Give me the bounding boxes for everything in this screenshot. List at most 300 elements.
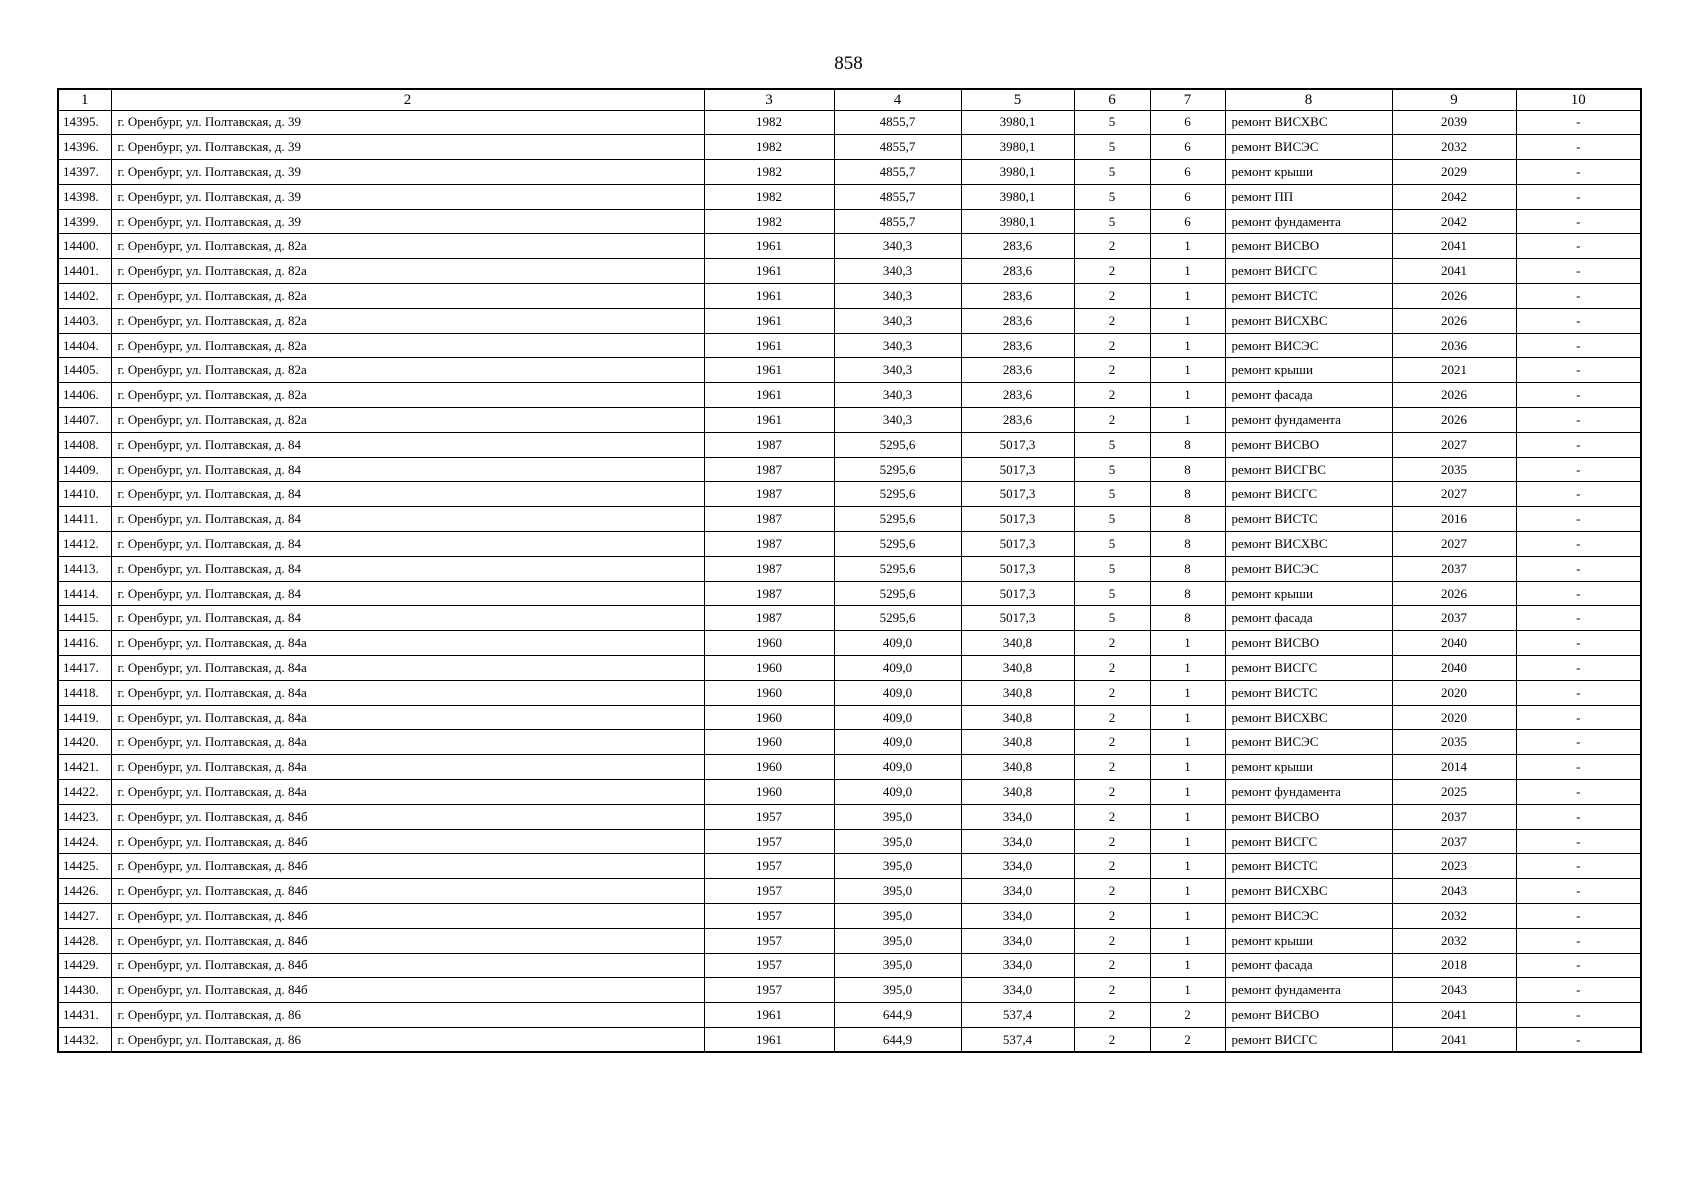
table-row [58,953,1641,978]
cell-col-9: 2035 [1392,730,1516,755]
cell-col-5: 283,6 [961,383,1074,408]
cell-year: 1987 [704,432,834,457]
cell-address: г. Оренбург, ул. Полтавская, д. 84а [111,780,704,805]
cell-col-10: - [1516,308,1641,333]
cell-col-6: 2 [1074,1003,1150,1028]
cell-col-5: 334,0 [961,829,1074,854]
cell-work-type: ремонт ВИСТС [1225,284,1392,309]
cell-work-type: ремонт ВИСХВС [1225,879,1392,904]
cell-col-7: 1 [1150,780,1225,805]
cell-work-type: ремонт крыши [1225,755,1392,780]
cell-year: 1960 [704,730,834,755]
cell-col-5: 283,6 [961,408,1074,433]
cell-col-4: 5295,6 [834,532,961,557]
cell-year: 1960 [704,705,834,730]
cell-row-number: 14419. [58,705,111,730]
cell-work-type: ремонт ВИСЭС [1225,135,1392,160]
cell-year: 1961 [704,284,834,309]
cell-work-type: ремонт фасада [1225,383,1392,408]
cell-row-number: 14400. [58,234,111,259]
cell-col-5: 537,4 [961,1027,1074,1052]
cell-address: г. Оренбург, ул. Полтавская, д. 84 [111,556,704,581]
cell-row-number: 14413. [58,556,111,581]
cell-col-10: - [1516,755,1641,780]
cell-col-10: - [1516,532,1641,557]
table-row [58,308,1641,333]
cell-work-type: ремонт ВИСГС [1225,1027,1392,1052]
cell-col-6: 2 [1074,656,1150,681]
header-row [58,89,1641,110]
cell-col-7: 1 [1150,308,1225,333]
cell-row-number: 14428. [58,928,111,953]
cell-year: 1987 [704,532,834,557]
cell-col-4: 5295,6 [834,507,961,532]
cell-col-5: 5017,3 [961,432,1074,457]
cell-col-7: 8 [1150,581,1225,606]
cell-col-4: 340,3 [834,383,961,408]
cell-year: 1987 [704,556,834,581]
cell-col-4: 340,3 [834,259,961,284]
cell-col-5: 283,6 [961,308,1074,333]
cell-col-9: 2020 [1392,680,1516,705]
cell-year: 1961 [704,333,834,358]
cell-year: 1960 [704,680,834,705]
cell-col-10: - [1516,581,1641,606]
cell-col-9: 2032 [1392,904,1516,929]
table-row [58,804,1641,829]
cell-address: г. Оренбург, ул. Полтавская, д. 84б [111,978,704,1003]
cell-col-6: 5 [1074,556,1150,581]
cell-work-type: ремонт крыши [1225,160,1392,185]
cell-row-number: 14405. [58,358,111,383]
cell-col-5: 5017,3 [961,606,1074,631]
cell-row-number: 14412. [58,532,111,557]
cell-address: г. Оренбург, ул. Полтавская, д. 84б [111,953,704,978]
cell-col-7: 1 [1150,953,1225,978]
cell-row-number: 14429. [58,953,111,978]
cell-col-7: 6 [1150,209,1225,234]
cell-row-number: 14421. [58,755,111,780]
cell-col-9: 2039 [1392,110,1516,135]
cell-work-type: ремонт ВИСТС [1225,680,1392,705]
cell-address: г. Оренбург, ул. Полтавская, д. 86 [111,1027,704,1052]
cell-col-6: 2 [1074,333,1150,358]
cell-col-5: 340,8 [961,631,1074,656]
cell-work-type: ремонт ВИСГВС [1225,457,1392,482]
cell-year: 1957 [704,854,834,879]
cell-col-5: 5017,3 [961,457,1074,482]
cell-work-type: ремонт крыши [1225,358,1392,383]
cell-col-6: 5 [1074,432,1150,457]
table-row [58,234,1641,259]
cell-work-type: ремонт ВИСВО [1225,432,1392,457]
cell-col-7: 6 [1150,160,1225,185]
cell-work-type: ремонт ВИСЭС [1225,333,1392,358]
cell-col-9: 2041 [1392,1003,1516,1028]
table-row [58,928,1641,953]
cell-address: г. Оренбург, ул. Полтавская, д. 84б [111,904,704,929]
cell-row-number: 14423. [58,804,111,829]
cell-col-4: 5295,6 [834,556,961,581]
cell-col-10: - [1516,457,1641,482]
cell-col-10: - [1516,184,1641,209]
cell-col-5: 334,0 [961,804,1074,829]
cell-col-6: 2 [1074,879,1150,904]
cell-col-5: 340,8 [961,680,1074,705]
cell-year: 1961 [704,308,834,333]
cell-row-number: 14411. [58,507,111,532]
cell-year: 1961 [704,1027,834,1052]
cell-address: г. Оренбург, ул. Полтавская, д. 86 [111,1003,704,1028]
cell-row-number: 14417. [58,656,111,681]
cell-address: г. Оренбург, ул. Полтавская, д. 82а [111,358,704,383]
cell-row-number: 14418. [58,680,111,705]
cell-col-5: 283,6 [961,333,1074,358]
table-row [58,383,1641,408]
column-header: 3 [704,89,834,110]
cell-col-4: 644,9 [834,1027,961,1052]
cell-year: 1957 [704,928,834,953]
table-row [58,656,1641,681]
cell-col-6: 2 [1074,829,1150,854]
cell-col-9: 2037 [1392,556,1516,581]
cell-col-7: 1 [1150,928,1225,953]
table-row [58,532,1641,557]
cell-row-number: 14401. [58,259,111,284]
cell-col-4: 395,0 [834,928,961,953]
cell-col-9: 2023 [1392,854,1516,879]
column-header: 9 [1392,89,1516,110]
cell-col-5: 334,0 [961,904,1074,929]
cell-col-5: 283,6 [961,284,1074,309]
cell-col-9: 2032 [1392,135,1516,160]
cell-col-7: 6 [1150,135,1225,160]
cell-col-5: 3980,1 [961,184,1074,209]
cell-col-10: - [1516,606,1641,631]
cell-col-4: 340,3 [834,308,961,333]
cell-year: 1987 [704,507,834,532]
cell-year: 1961 [704,358,834,383]
cell-col-6: 2 [1074,904,1150,929]
cell-col-10: - [1516,234,1641,259]
cell-col-6: 2 [1074,1027,1150,1052]
cell-col-4: 4855,7 [834,209,961,234]
cell-col-10: - [1516,209,1641,234]
cell-col-5: 340,8 [961,705,1074,730]
cell-address: г. Оренбург, ул. Полтавская, д. 84 [111,482,704,507]
cell-col-10: - [1516,259,1641,284]
cell-row-number: 14426. [58,879,111,904]
cell-col-9: 2027 [1392,482,1516,507]
cell-work-type: ремонт ПП [1225,184,1392,209]
cell-col-6: 2 [1074,631,1150,656]
table-row [58,408,1641,433]
cell-row-number: 14431. [58,1003,111,1028]
table-row [58,507,1641,532]
cell-col-6: 5 [1074,581,1150,606]
cell-year: 1961 [704,259,834,284]
page-number: 858 [834,53,863,74]
cell-col-4: 340,3 [834,284,961,309]
cell-col-5: 334,0 [961,854,1074,879]
cell-work-type: ремонт фундамента [1225,780,1392,805]
cell-col-5: 334,0 [961,953,1074,978]
cell-col-10: - [1516,656,1641,681]
cell-col-10: - [1516,383,1641,408]
cell-col-7: 6 [1150,110,1225,135]
cell-col-10: - [1516,408,1641,433]
cell-col-5: 334,0 [961,879,1074,904]
cell-col-9: 2041 [1392,259,1516,284]
cell-col-4: 409,0 [834,730,961,755]
cell-col-6: 2 [1074,234,1150,259]
cell-row-number: 14425. [58,854,111,879]
cell-col-7: 1 [1150,408,1225,433]
cell-address: г. Оренбург, ул. Полтавская, д. 84 [111,606,704,631]
table-row [58,879,1641,904]
cell-address: г. Оренбург, ул. Полтавская, д. 82а [111,383,704,408]
cell-address: г. Оренбург, ул. Полтавская, д. 39 [111,160,704,185]
cell-col-4: 5295,6 [834,457,961,482]
cell-address: г. Оренбург, ул. Полтавская, д. 84 [111,457,704,482]
cell-col-9: 2018 [1392,953,1516,978]
cell-col-4: 395,0 [834,804,961,829]
cell-work-type: ремонт крыши [1225,581,1392,606]
cell-row-number: 14406. [58,383,111,408]
cell-col-6: 5 [1074,507,1150,532]
cell-year: 1957 [704,879,834,904]
cell-col-4: 409,0 [834,680,961,705]
cell-address: г. Оренбург, ул. Полтавская, д. 84а [111,656,704,681]
table-row [58,110,1641,135]
cell-col-6: 2 [1074,358,1150,383]
table-row [58,854,1641,879]
cell-col-9: 2025 [1392,780,1516,805]
cell-col-9: 2016 [1392,507,1516,532]
cell-col-10: - [1516,978,1641,1003]
cell-col-4: 409,0 [834,705,961,730]
cell-row-number: 14402. [58,284,111,309]
cell-col-9: 2027 [1392,532,1516,557]
cell-address: г. Оренбург, ул. Полтавская, д. 82а [111,408,704,433]
cell-work-type: ремонт фасада [1225,606,1392,631]
cell-col-6: 2 [1074,854,1150,879]
cell-col-9: 2042 [1392,209,1516,234]
cell-col-9: 2037 [1392,606,1516,631]
cell-col-7: 1 [1150,383,1225,408]
cell-work-type: ремонт фундамента [1225,978,1392,1003]
column-header: 10 [1516,89,1641,110]
cell-year: 1987 [704,457,834,482]
cell-year: 1957 [704,829,834,854]
cell-col-6: 2 [1074,755,1150,780]
cell-col-4: 4855,7 [834,135,961,160]
table-row [58,284,1641,309]
cell-work-type: ремонт ВИСГС [1225,259,1392,284]
cell-col-6: 5 [1074,135,1150,160]
column-header: 8 [1225,89,1392,110]
column-header: 1 [58,89,111,110]
cell-col-7: 1 [1150,259,1225,284]
cell-row-number: 14397. [58,160,111,185]
cell-col-9: 2041 [1392,234,1516,259]
register-table [57,88,1642,1053]
table-row [58,631,1641,656]
cell-work-type: ремонт ВИСХВС [1225,308,1392,333]
cell-col-9: 2042 [1392,184,1516,209]
table-row [58,135,1641,160]
cell-col-7: 1 [1150,333,1225,358]
cell-work-type: ремонт ВИСТС [1225,507,1392,532]
cell-row-number: 14409. [58,457,111,482]
column-header: 6 [1074,89,1150,110]
cell-col-5: 283,6 [961,234,1074,259]
cell-address: г. Оренбург, ул. Полтавская, д. 82а [111,259,704,284]
cell-col-10: - [1516,631,1641,656]
cell-col-6: 5 [1074,482,1150,507]
cell-work-type: ремонт ВИСЭС [1225,730,1392,755]
cell-col-6: 2 [1074,978,1150,1003]
cell-year: 1961 [704,383,834,408]
cell-col-9: 2021 [1392,358,1516,383]
cell-work-type: ремонт ВИСТС [1225,854,1392,879]
cell-year: 1982 [704,135,834,160]
cell-work-type: ремонт крыши [1225,928,1392,953]
cell-col-7: 1 [1150,978,1225,1003]
cell-address: г. Оренбург, ул. Полтавская, д. 84а [111,705,704,730]
cell-col-5: 3980,1 [961,209,1074,234]
cell-work-type: ремонт фундамента [1225,209,1392,234]
cell-col-10: - [1516,953,1641,978]
cell-col-7: 1 [1150,631,1225,656]
cell-col-5: 537,4 [961,1003,1074,1028]
cell-year: 1987 [704,581,834,606]
cell-address: г. Оренбург, ул. Полтавская, д. 84 [111,432,704,457]
table-row [58,581,1641,606]
cell-col-10: - [1516,780,1641,805]
cell-col-6: 5 [1074,606,1150,631]
cell-col-4: 409,0 [834,755,961,780]
cell-address: г. Оренбург, ул. Полтавская, д. 84б [111,928,704,953]
cell-row-number: 14432. [58,1027,111,1052]
cell-col-10: - [1516,1027,1641,1052]
cell-col-6: 2 [1074,308,1150,333]
cell-col-6: 2 [1074,780,1150,805]
cell-col-7: 8 [1150,556,1225,581]
cell-col-7: 1 [1150,829,1225,854]
cell-year: 1960 [704,656,834,681]
cell-address: г. Оренбург, ул. Полтавская, д. 84 [111,507,704,532]
cell-col-5: 340,8 [961,730,1074,755]
cell-work-type: ремонт ВИСХВС [1225,532,1392,557]
cell-address: г. Оренбург, ул. Полтавская, д. 39 [111,135,704,160]
cell-row-number: 14410. [58,482,111,507]
column-header: 2 [111,89,704,110]
cell-col-10: - [1516,358,1641,383]
cell-row-number: 14398. [58,184,111,209]
cell-col-4: 395,0 [834,829,961,854]
cell-row-number: 14420. [58,730,111,755]
cell-row-number: 14399. [58,209,111,234]
table-row [58,730,1641,755]
table-row [58,556,1641,581]
cell-col-4: 340,3 [834,333,961,358]
cell-col-7: 1 [1150,904,1225,929]
cell-col-4: 395,0 [834,953,961,978]
cell-col-6: 2 [1074,730,1150,755]
table-row [58,978,1641,1003]
cell-work-type: ремонт ВИСХВС [1225,110,1392,135]
cell-address: г. Оренбург, ул. Полтавская, д. 84 [111,532,704,557]
cell-year: 1957 [704,904,834,929]
table-row [58,432,1641,457]
cell-col-10: - [1516,928,1641,953]
cell-col-10: - [1516,135,1641,160]
cell-year: 1982 [704,209,834,234]
cell-col-6: 2 [1074,408,1150,433]
cell-col-4: 5295,6 [834,482,961,507]
table-row [58,680,1641,705]
cell-col-7: 1 [1150,804,1225,829]
cell-address: г. Оренбург, ул. Полтавская, д. 84 [111,581,704,606]
cell-col-7: 8 [1150,507,1225,532]
cell-col-7: 1 [1150,284,1225,309]
cell-address: г. Оренбург, ул. Полтавская, д. 82а [111,284,704,309]
cell-col-4: 644,9 [834,1003,961,1028]
cell-year: 1987 [704,482,834,507]
cell-work-type: ремонт ВИСВО [1225,234,1392,259]
cell-col-10: - [1516,556,1641,581]
cell-col-7: 1 [1150,730,1225,755]
cell-address: г. Оренбург, ул. Полтавская, д. 39 [111,209,704,234]
cell-address: г. Оренбург, ул. Полтавская, д. 84б [111,804,704,829]
cell-col-5: 3980,1 [961,160,1074,185]
cell-address: г. Оренбург, ул. Полтавская, д. 39 [111,184,704,209]
cell-col-4: 4855,7 [834,160,961,185]
cell-col-10: - [1516,730,1641,755]
cell-col-6: 2 [1074,259,1150,284]
cell-col-7: 8 [1150,432,1225,457]
cell-col-9: 2026 [1392,308,1516,333]
cell-address: г. Оренбург, ул. Полтавская, д. 84а [111,631,704,656]
cell-col-10: - [1516,705,1641,730]
cell-col-4: 395,0 [834,854,961,879]
cell-col-9: 2043 [1392,879,1516,904]
cell-work-type: ремонт ВИСВО [1225,631,1392,656]
table-row [58,780,1641,805]
cell-col-4: 395,0 [834,904,961,929]
cell-col-4: 340,3 [834,408,961,433]
cell-col-5: 5017,3 [961,507,1074,532]
cell-col-5: 5017,3 [961,556,1074,581]
cell-col-4: 409,0 [834,631,961,656]
cell-col-6: 5 [1074,160,1150,185]
cell-col-5: 3980,1 [961,110,1074,135]
table-row [58,259,1641,284]
column-header: 7 [1150,89,1225,110]
cell-address: г. Оренбург, ул. Полтавская, д. 84б [111,829,704,854]
cell-col-4: 4855,7 [834,110,961,135]
cell-address: г. Оренбург, ул. Полтавская, д. 84а [111,680,704,705]
table-row [58,606,1641,631]
cell-col-7: 6 [1150,184,1225,209]
cell-col-5: 340,8 [961,780,1074,805]
cell-col-7: 8 [1150,606,1225,631]
cell-col-4: 5295,6 [834,432,961,457]
cell-col-4: 340,3 [834,234,961,259]
cell-col-9: 2037 [1392,829,1516,854]
cell-address: г. Оренбург, ул. Полтавская, д. 84б [111,879,704,904]
